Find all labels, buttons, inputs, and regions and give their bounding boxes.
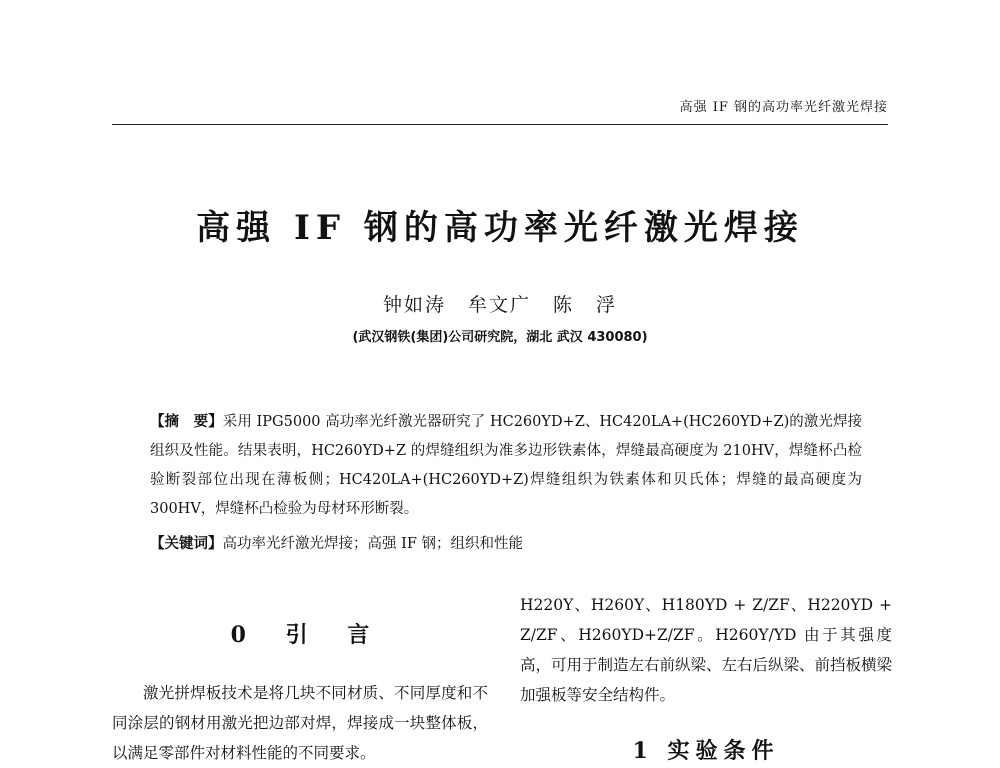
right-column-text: H220Y、H260Y、H180YD + Z/ZF、H220YD + Z/ZF、H260YD+Z/ZF。H260Y/YD 由于其强度高，可用于制造左右前纵梁、左右后纵梁、前挡板横梁加强板等安全结构件。: [520, 596, 893, 704]
abstract: [150, 408, 862, 524]
running-header: 高强 IF 钢的高功率光纤激光焊接: [679, 100, 888, 115]
keywords-text: 高功率光纤激光焊接；高强 IF 钢；组织和性能: [222, 536, 524, 552]
section-0-heading: 0 引 言: [230, 622, 370, 648]
abstract-text: 采用 IPG5000 高功率光纤激光器研究了 HC260YD+Z、HC420LA+(HC260YD+Z)的激光焊接组织及性能。结果表明，HC260YD+Z 的焊缝组织为准多边形铁素体，焊缝最高硬度为 210HV，焊缝杯凸检验断裂部位出现在薄板侧；HC420LA+(HC260YD+Z)焊缝组织为铁素体和贝氏体；焊缝的最高硬度为 300HV，焊缝杯凸检验为母材环形断裂。: [150, 414, 863, 517]
header-rule: [112, 124, 888, 125]
keywords-label: 【关键词】: [150, 536, 223, 552]
affiliation: (武汉钢铁(集团)公司研究院，湖北 武汉 430080): [352, 330, 648, 345]
paper-title: 高强 IF 钢的高功率光纤激光焊接: [196, 208, 804, 248]
authors: 钟如涛 牟文广 陈 浮: [382, 294, 618, 316]
section-0-body: 激光拼焊板技术是将几块不同材质、不同厚度和不同涂层的钢材用激光把边部对焊，焊接成一块整体板，以满足零部件对材料性能的不同要求。: [112, 684, 488, 762]
keywords: [150, 530, 862, 559]
abstract-label: 【摘 要】: [150, 414, 223, 430]
section-1-heading: 1 实验条件: [632, 738, 780, 764]
